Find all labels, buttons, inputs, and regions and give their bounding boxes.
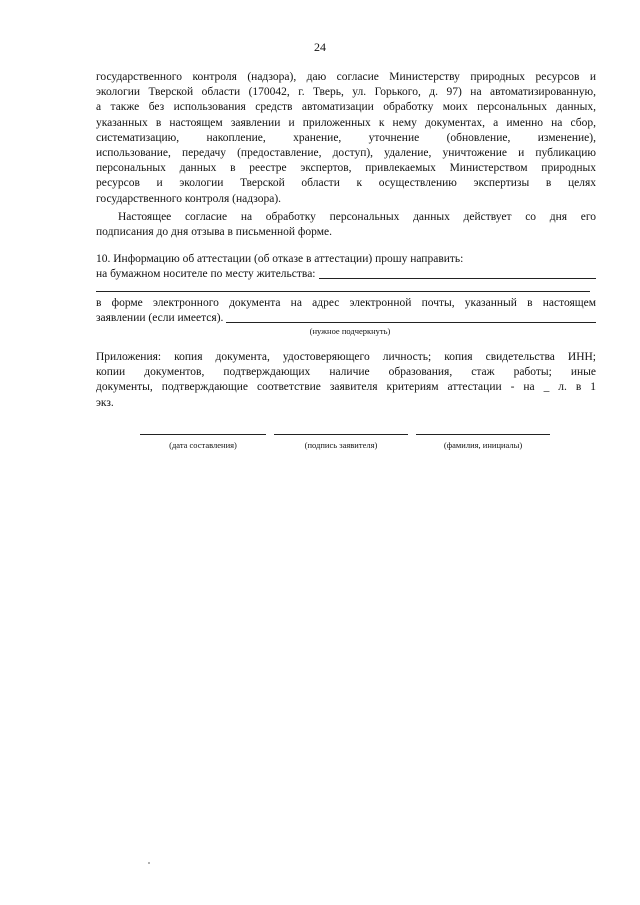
name-label: (фамилия, инициалы) (443, 440, 523, 450)
paper-option-row (96, 267, 596, 282)
attachments-line: экз. (96, 396, 114, 409)
attachments-paragraph (96, 350, 596, 411)
signature-line[interactable] (274, 434, 408, 435)
section-10 (96, 252, 596, 282)
electronic-option (96, 296, 596, 326)
date-line[interactable] (140, 434, 266, 435)
name-line[interactable] (416, 434, 550, 435)
attachments-line: Приложения: копия документа, удостоверяющего личность; копия свидетельства ИНН; (96, 351, 596, 363)
page-number: 24 (314, 40, 326, 54)
consent-line: использование, передачу (предоставление, доступ), удаление, уничтожение и публикацию (96, 147, 596, 160)
date-label: (дата составления) (169, 440, 237, 450)
paper-address-line[interactable] (319, 277, 597, 279)
consent-paragraph (96, 70, 596, 240)
paper-option-label: на бумажном носителе по месту жительства: (96, 268, 316, 280)
electronic-option-label: заявлении (если имеется). (96, 312, 224, 325)
consent-line: персональных данных в реестре экспертов, привлекаемых Министерством природных (96, 162, 596, 175)
paper-address-line-2[interactable] (96, 291, 590, 292)
consent-line: систематизацию, накопление, хранение, уточнение (обновление, изменение), (96, 131, 596, 144)
consent-line: указанных в настоящем заявлении и приложенных к нему документах, а именно на сбор, (96, 116, 596, 129)
consent-line: ресурсов и экологии Тверской области к осуществлению экспертизы в целях (96, 177, 596, 190)
electronic-option-line: в форме электронного документа на адрес электронной почты, указанный в настоящем (96, 297, 596, 309)
validity-line: Настоящее согласие на обработку персональных данных действует со дня его (118, 210, 596, 223)
attachments-line: документы, подтверждающие соответствие заявителя критериям аттестации - на _ л. в 1 (96, 381, 596, 394)
consent-line: экологии Тверской области (170042, г. Тверь, ул. Горького, д. 97) на автоматизированную, (96, 86, 596, 99)
scan-speck (148, 862, 150, 864)
consent-line: государственного контроля (надзора). (96, 192, 282, 205)
signature-label: (подпись заявителя) (304, 440, 378, 450)
underline-hint: (нужное подчеркнуть) (309, 326, 391, 336)
consent-line: а также без использования средств автоматизации обработку моих персональных данных, (96, 101, 596, 114)
electronic-option-row (96, 311, 596, 326)
consent-line: государственного контроля (надзора), даю согласие Министерству природных ресурсов и (96, 71, 596, 83)
email-address-line[interactable] (226, 321, 596, 323)
attachments-line: копии документов, подтверждающих наличие образования, стаж работы; иные (96, 366, 596, 379)
section-10-heading: 10. Информацию об аттестации (об отказе в аттестации) прошу направить: (96, 253, 464, 265)
validity-line: подписания до дня отзыва в письменной форме. (96, 226, 332, 239)
